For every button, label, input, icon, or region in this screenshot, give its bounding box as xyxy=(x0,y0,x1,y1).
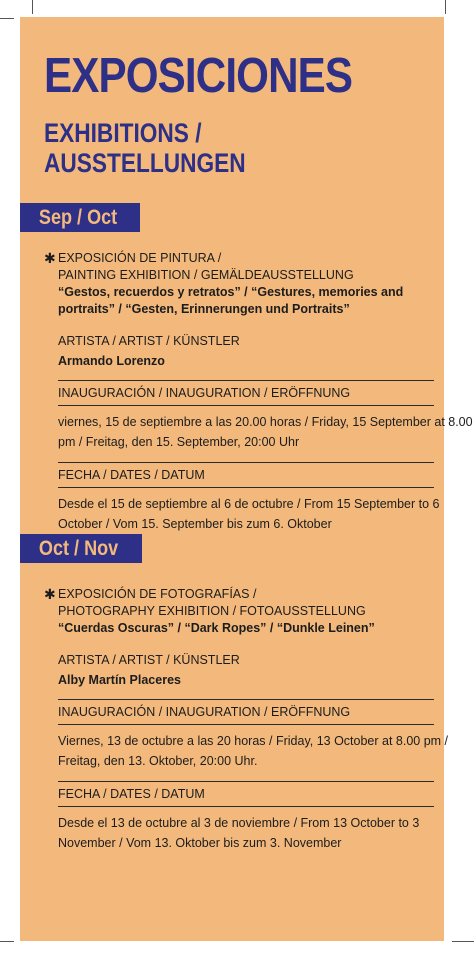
period-badge-sep-oct xyxy=(20,203,140,232)
crop-mark-left-bottom xyxy=(0,941,14,942)
dates-block xyxy=(44,462,440,534)
dates-line-2: November / Vom 13. Oktober bis zum 3. November xyxy=(58,836,342,850)
divider xyxy=(58,724,434,725)
divider xyxy=(58,405,434,406)
divider xyxy=(58,380,434,381)
inauguration-block xyxy=(44,380,473,452)
exhibition-type-line-1: EXPOSICIÓN DE PINTURA / xyxy=(58,251,222,265)
exhibition-type xyxy=(44,586,434,637)
inauguration-label: INAUGURACIÓN / INAUGURATION / ERÖFFNUNG xyxy=(58,386,351,400)
subtitle-line-2: AUSSTELLUNGEN xyxy=(44,148,246,178)
period-label: Sep / Oct xyxy=(38,205,118,229)
exhibition-type xyxy=(44,250,434,318)
inauguration-line-2: Freitag, den 13. Oktober, 20:00 Uhr. xyxy=(58,754,258,768)
divider xyxy=(58,487,434,488)
dates-label: FECHA / DATES / DATUM xyxy=(58,468,205,482)
inauguration-line-1: Viernes, 13 de octubre a las 20 horas / Friday, 13 October at 8.00 pm / xyxy=(58,734,449,748)
crop-mark-top-left xyxy=(32,0,33,14)
crop-mark-left-top xyxy=(0,18,14,19)
artist-block xyxy=(44,333,434,370)
dates-line-1: Desde el 13 de octubre al 3 de noviembre / From 13 October to 3 xyxy=(58,816,420,830)
inauguration-line-1: viernes, 15 de septiembre a las 20.00 horas / Friday, 15 September at 8.00 xyxy=(58,415,473,429)
inauguration-block xyxy=(44,699,449,771)
artist-block xyxy=(44,652,434,689)
subtitle-line-1: EXHIBITIONS / xyxy=(44,118,202,148)
dates-label: FECHA / DATES / DATUM xyxy=(58,787,205,801)
divider xyxy=(58,462,434,463)
exhibition-title-line-2: portraits” / “Gesten, Erinnerungen und Portraits” xyxy=(58,302,350,316)
exhibition-type-line-2: PAINTING EXHIBITION / GEMÄLDEAUSSTELLUNG xyxy=(58,268,354,282)
artist-name: Armando Lorenzo xyxy=(58,354,165,368)
inauguration-label: INAUGURACIÓN / INAUGURATION / ERÖFFNUNG xyxy=(58,705,351,719)
asterisk-icon: ✱ xyxy=(44,250,56,266)
dates-block xyxy=(44,781,434,853)
divider xyxy=(58,806,434,807)
exhibition-entry-photography xyxy=(44,586,449,853)
crop-mark-right-bottom xyxy=(452,941,474,942)
period-badge-oct-nov xyxy=(20,534,142,563)
exhibition-title-line-1: “Cuerdas Oscuras” / “Dark Ropes” / “Dunkle Leinen” xyxy=(58,621,375,635)
artist-name: Alby Martín Placeres xyxy=(58,673,181,687)
inauguration-line-2: pm / Freitag, den 15. September, 20:00 Uhr xyxy=(58,435,300,449)
artist-label: ARTISTA / ARTIST / KÜNSTLER xyxy=(58,653,240,667)
exhibition-title-line-1: “Gestos, recuerdos y retratos” / “Gestures, memories and xyxy=(58,285,404,299)
period-label: Oct / Nov xyxy=(38,536,119,560)
divider xyxy=(58,781,434,782)
page-subtitle xyxy=(44,118,246,178)
dates-line-2: October / Vom 15. September bis zum 6. Oktober xyxy=(58,517,332,531)
artist-label: ARTISTA / ARTIST / KÜNSTLER xyxy=(58,334,240,348)
exhibition-type-line-1: EXPOSICIÓN DE FOTOGRAFÍAS / xyxy=(58,587,257,601)
dates-line-1: Desde el 15 de septiembre al 6 de octubre / From 15 September to 6 xyxy=(58,497,440,511)
page-title: EXPOSICIONES xyxy=(44,49,353,103)
exhibition-entry-painting xyxy=(44,250,473,534)
divider xyxy=(58,699,434,700)
crop-mark-top-right xyxy=(445,0,446,14)
exhibition-type-line-2: PHOTOGRAPHY EXHIBITION / FOTOAUSSTELLUNG xyxy=(58,604,366,618)
asterisk-icon: ✱ xyxy=(44,586,56,602)
